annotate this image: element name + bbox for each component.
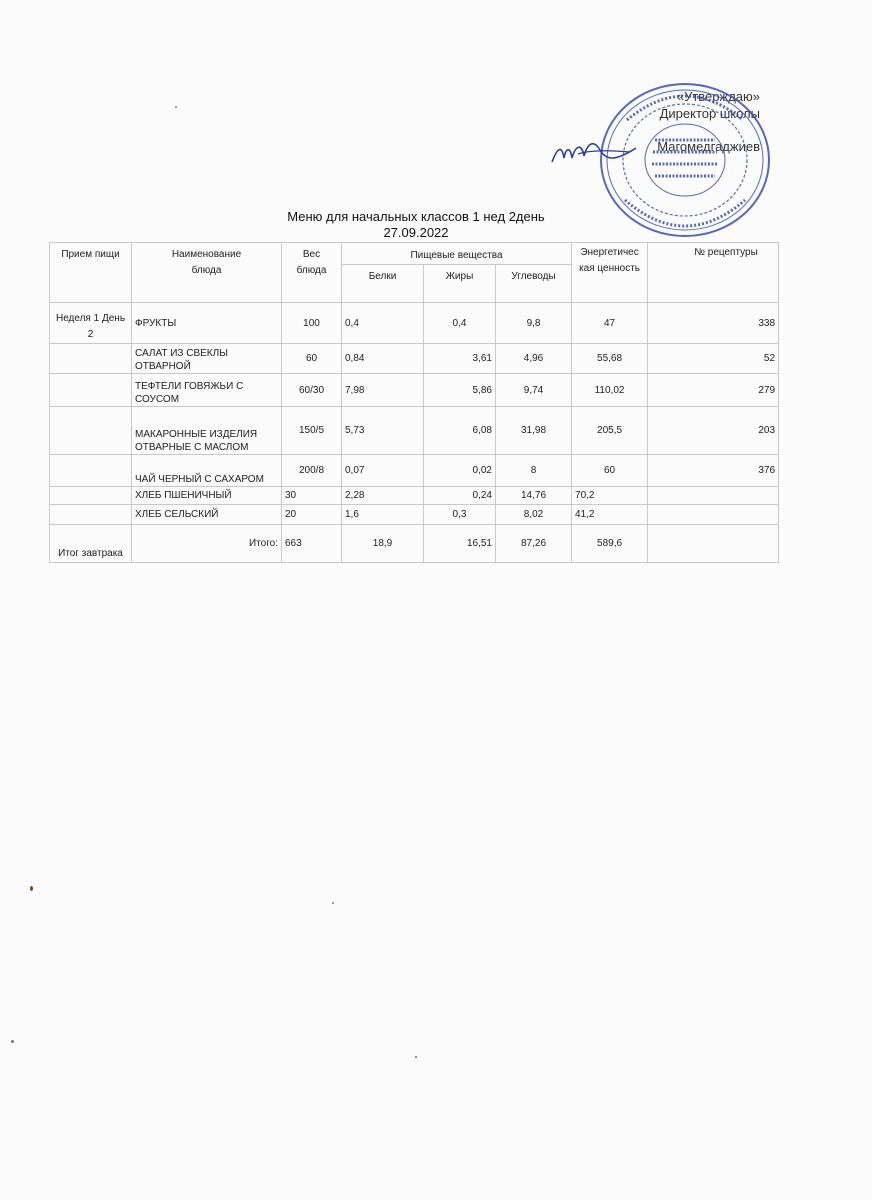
dish-carbs: 4,96: [496, 344, 572, 374]
table-row: [50, 455, 779, 487]
dish-carbs: 14,76: [496, 487, 572, 505]
dish-protein: 0,84: [342, 344, 424, 374]
empty-cell: [50, 374, 132, 407]
header-nutrients: Пищевые вещества: [342, 243, 572, 265]
dish-recipe: [648, 487, 779, 505]
dish-fat: 0,4: [424, 303, 496, 344]
dish-name: ТЕФТЕЛИ ГОВЯЖЬИ С СОУСОМ: [132, 374, 282, 407]
approval-name: Магомедгаджиев: [657, 139, 760, 154]
header-protein: Белки: [342, 265, 424, 303]
header-row: [50, 243, 779, 265]
dish-energy: 110,02: [572, 374, 648, 407]
empty-cell: [50, 487, 132, 505]
dish-carbs: 31,98: [496, 407, 572, 455]
table-row: [50, 487, 779, 505]
menu-title: [0, 209, 832, 241]
menu-table: [49, 242, 779, 563]
dish-protein: 2,28: [342, 487, 424, 505]
dish-weight: 60/30: [282, 374, 342, 407]
dish-carbs: 8,02: [496, 505, 572, 525]
header-carbs: Углеводы: [496, 265, 572, 303]
header-meal: Прием пищи: [50, 243, 132, 303]
title-date: 27.09.2022: [383, 225, 449, 240]
scan-speck: [415, 1056, 417, 1058]
dish-name: ФРУКТЫ: [132, 303, 282, 344]
dish-fat: 6,08: [424, 407, 496, 455]
dish-fat: 0,02: [424, 455, 496, 487]
total-recipe: [648, 525, 779, 563]
total-row: [50, 525, 779, 563]
table-row: [50, 344, 779, 374]
dish-carbs: 9,74: [496, 374, 572, 407]
scan-speck: [30, 886, 33, 891]
dish-name: ЧАЙ ЧЕРНЫЙ С САХАРОМ: [132, 455, 282, 487]
dish-recipe: 376: [648, 455, 779, 487]
dish-weight: 100: [282, 303, 342, 344]
header-dish: Наименование блюда: [132, 243, 282, 303]
dish-recipe: [648, 505, 779, 525]
header-weight: Вес блюда: [282, 243, 342, 303]
total-label: Итого:: [132, 525, 282, 563]
dish-protein: 7,98: [342, 374, 424, 407]
total-energy: 589,6: [572, 525, 648, 563]
table-row: [50, 407, 779, 455]
scan-speck: [11, 1040, 14, 1043]
dish-name: МАКАРОННЫЕ ИЗДЕЛИЯ ОТВАРНЫЕ С МАСЛОМ: [132, 407, 282, 455]
total-weight: 663: [282, 525, 342, 563]
dish-energy: 60: [572, 455, 648, 487]
header-fat: Жиры: [424, 265, 496, 303]
dish-recipe: 338: [648, 303, 779, 344]
empty-cell: [50, 344, 132, 374]
total-carbs: 87,26: [496, 525, 572, 563]
dish-carbs: 8: [496, 455, 572, 487]
title-line: Меню для начальных классов 1 нед 2день: [287, 209, 545, 224]
dish-energy: 70,2: [572, 487, 648, 505]
dish-weight: 200/8: [282, 455, 342, 487]
total-protein: 18,9: [342, 525, 424, 563]
dish-protein: 0,4: [342, 303, 424, 344]
dish-energy: 55,68: [572, 344, 648, 374]
empty-cell: [50, 455, 132, 487]
dish-carbs: 9,8: [496, 303, 572, 344]
header-energy: Энергетическая ценность: [572, 243, 648, 303]
dish-protein: 5,73: [342, 407, 424, 455]
approval-heading: «Утверждаю»: [676, 89, 760, 104]
dish-name: ХЛЕБ СЕЛЬСКИЙ: [132, 505, 282, 525]
scan-speck: [175, 106, 177, 108]
empty-cell: [50, 407, 132, 455]
dish-weight: 60: [282, 344, 342, 374]
approval-position: Директор школы: [659, 106, 760, 121]
dish-fat: 3,61: [424, 344, 496, 374]
dish-energy: 41,2: [572, 505, 648, 525]
total-fat: 16,51: [424, 525, 496, 563]
dish-recipe: 52: [648, 344, 779, 374]
meal-label: Неделя 1 День 2: [50, 303, 132, 344]
dish-recipe: 279: [648, 374, 779, 407]
dish-weight: 20: [282, 505, 342, 525]
table-row: [50, 505, 779, 525]
dish-fat: 0,3: [424, 505, 496, 525]
table-row: [50, 303, 779, 344]
dish-weight: 30: [282, 487, 342, 505]
header-recipe: № рецептуры: [648, 243, 779, 303]
dish-energy: 47: [572, 303, 648, 344]
dish-weight: 150/5: [282, 407, 342, 455]
empty-cell: [50, 505, 132, 525]
dish-recipe: 203: [648, 407, 779, 455]
dish-name: ХЛЕБ ПШЕНИЧНЫЙ: [132, 487, 282, 505]
dish-protein: 1,6: [342, 505, 424, 525]
dish-energy: 205,5: [572, 407, 648, 455]
dish-fat: 5,86: [424, 374, 496, 407]
dish-name: САЛАТ ИЗ СВЕКЛЫ ОТВАРНОЙ: [132, 344, 282, 374]
scan-speck: [332, 902, 334, 904]
total-meal-label: Итог завтрака: [50, 525, 132, 563]
dish-fat: 0,24: [424, 487, 496, 505]
table-row: [50, 374, 779, 407]
signature: [548, 138, 640, 168]
dish-protein: 0,07: [342, 455, 424, 487]
